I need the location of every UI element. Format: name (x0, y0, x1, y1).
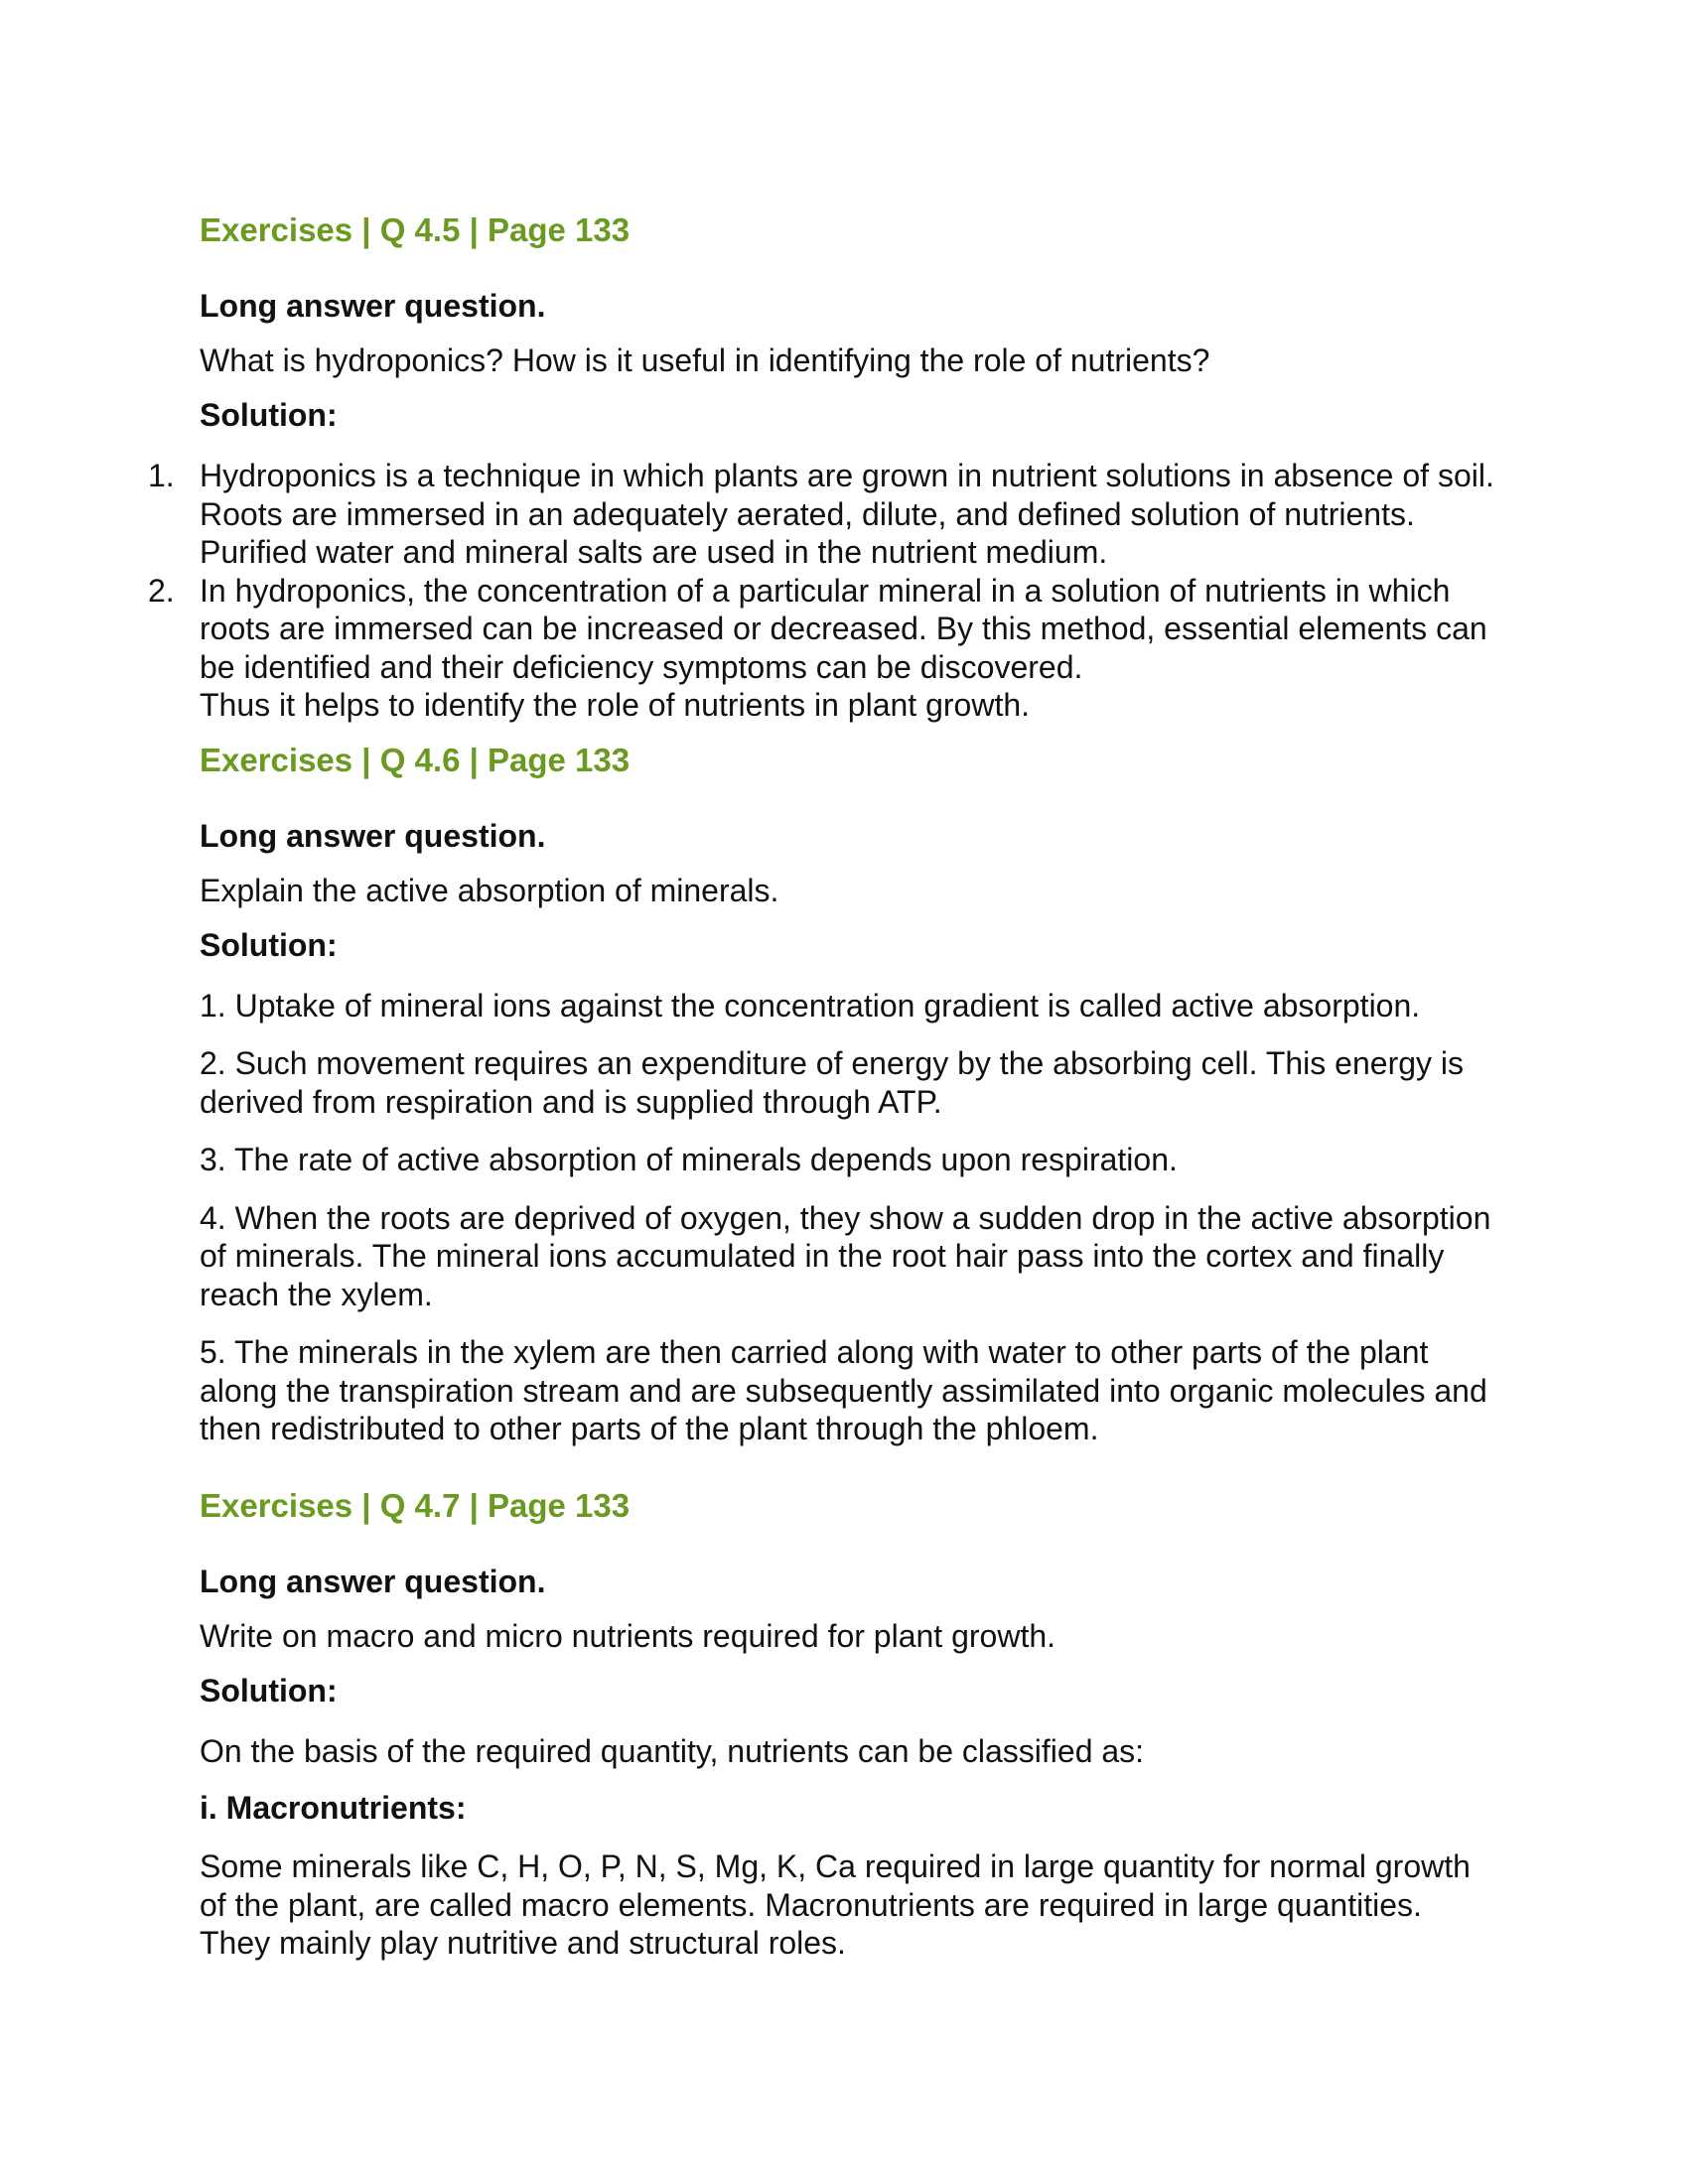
solution-paragraph: 5. The minerals in the xylem are then carried along with water to other parts of the plant along the transpiration stream and are subsequently assimilated into organic molecules and then redistributed to other parts of the plant through the phloem. (200, 1334, 1487, 1446)
macronutrients-heading: i. Macronutrients: (200, 1790, 467, 1826)
list-item-extra-text: Thus it helps to identify the role of nutrients in plant growth. (200, 687, 1031, 723)
macronutrients-text: Some minerals like C, H, O, P, N, S, Mg, K, Ca required in large quantity for normal growth of the plant, are called macro elements. Macronutrients are required in large quantities. They mainly play nutritive and structural roles. (200, 1848, 1471, 1961)
question-type: Long answer question. (200, 817, 546, 854)
solution-intro: On the basis of the required quantity, nutrients can be classified as: (200, 1732, 1145, 1769)
solution-paragraph: 1. Uptake of mineral ions against the concentration gradient is called active absorption. (200, 987, 1421, 1024)
question-type: Long answer question. (200, 288, 546, 324)
solution-label: Solution: (200, 397, 338, 433)
list-item (148, 457, 1500, 572)
solution-label: Solution: (200, 1672, 338, 1708)
list-item-text: In hydroponics, the concentration of a particular mineral in a solution of nutrients in which roots are immersed can be increased or decreased. By this method, essential elements can be identified and their deficiency symptoms can be discovered. (200, 572, 1487, 685)
question-text: Explain the active absorption of minerals. (200, 872, 779, 908)
list-marker: 1. (148, 458, 175, 493)
question-text: Write on macro and micro nutrients required for plant growth. (200, 1617, 1056, 1654)
solution-label: Solution: (200, 926, 338, 963)
solution-paragraph: 4. When the roots are deprived of oxygen, they show a sudden drop in the active absorption of minerals. The mineral ions accumulated in the root hair pass into the cortex and finally reach the xylem. (200, 1199, 1491, 1312)
exercise-reference: Exercises | Q 4.6 | Page 133 (200, 741, 631, 778)
exercise-reference: Exercises | Q 4.7 | Page 133 (200, 1486, 631, 1524)
solution-list (148, 457, 1500, 725)
section-q4-6 (200, 741, 1500, 1448)
section-q4-7 (200, 1486, 1500, 1963)
list-item (148, 572, 1500, 725)
document-content (148, 210, 1500, 1963)
question-text: What is hydroponics? How is it useful in identifying the role of nutrients? (200, 342, 1210, 378)
solution-paragraph: 3. The rate of active absorption of minerals depends upon respiration. (200, 1142, 1178, 1177)
list-item-text: Hydroponics is a technique in which plants are grown in nutrient solutions in absence of soil. Roots are immersed in an adequately aerated, dilute, and defined solution of nutrients. Purified water and mineral salts are used in the nutrient medium. (200, 458, 1494, 570)
solution-paragraph: 2. Such movement requires an expenditure of energy by the absorbing cell. This energy is derived from respiration and is supplied through ATP. (200, 1045, 1465, 1120)
question-type: Long answer question. (200, 1563, 546, 1599)
section-q4-5 (148, 210, 1500, 725)
list-marker: 2. (148, 572, 175, 609)
exercise-reference: Exercises | Q 4.5 | Page 133 (200, 211, 631, 248)
